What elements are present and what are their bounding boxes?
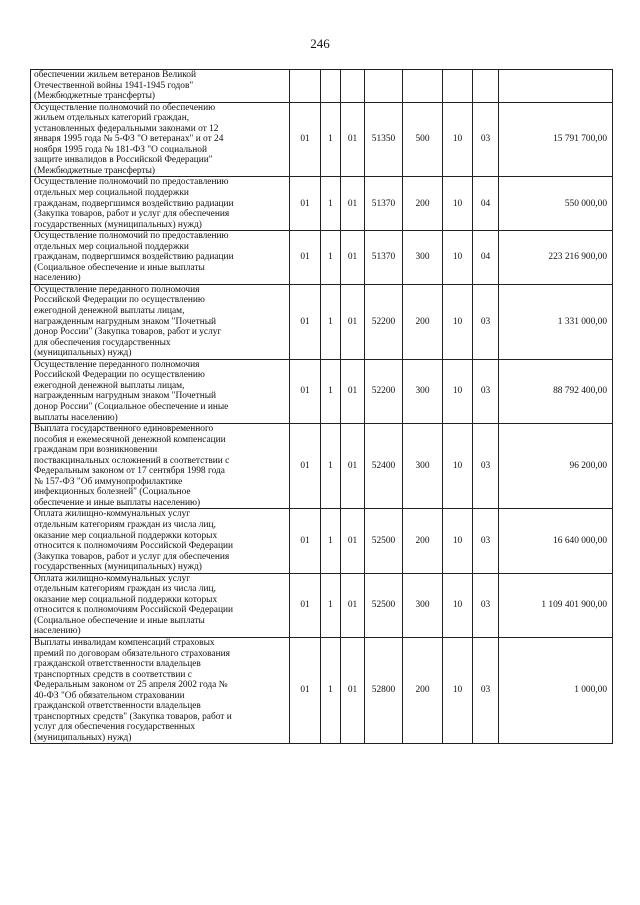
description-line: транспортных средств" (Закупка товаров, работ и [34, 711, 232, 722]
description-line: обеспечение и иные выплаты населению) [34, 497, 201, 508]
row-description [31, 231, 290, 285]
program-code: 01 [290, 509, 321, 573]
description-line: выплаты населению) [34, 412, 118, 423]
program-code [290, 70, 321, 103]
section-code: 10 [443, 359, 473, 423]
expense-type-code: 200 [403, 284, 443, 359]
subprogram-code: 1 [321, 231, 341, 285]
description-line: относится к полномочиям Российской Федерации [34, 605, 234, 616]
table-row [31, 637, 613, 743]
subprogram-code: 1 [321, 359, 341, 423]
subsection-code: 03 [473, 359, 499, 423]
description-line: (Межбюджетные трансферты) [34, 165, 156, 176]
table-row [31, 177, 613, 231]
description-line: (Межбюджетные трансферты) [34, 91, 156, 102]
amount: 15 791 700,00 [499, 102, 613, 177]
description-line: Осуществление переданного полномочия [34, 284, 200, 295]
description-line: Осуществление полномочий по обеспечению [34, 102, 216, 113]
table-body [31, 70, 613, 744]
description-line: Осуществление полномочий по предоставлению [34, 231, 229, 242]
subprogram-code: 1 [321, 424, 341, 509]
direction-code: 52200 [365, 284, 403, 359]
description-line: гражданам при возникновении [34, 445, 158, 456]
description-line: (Закупка товаров, работ и услуг для обеспечения [34, 551, 230, 562]
description-line: гражданам, подвергшимся воздействию радиации [34, 252, 234, 263]
description-line: 40-ФЗ "Об обязательном страховании [34, 690, 185, 701]
description-line: премий по договорам обязательного страхования [34, 648, 230, 659]
row-description [31, 359, 290, 423]
section-code [443, 70, 473, 103]
subprogram-code: 1 [321, 637, 341, 743]
section-code: 10 [443, 177, 473, 231]
subprogram-code [321, 70, 341, 103]
subsection-code: 03 [473, 102, 499, 177]
amount: 16 640 000,00 [499, 509, 613, 573]
description-line: обеспечении жильем ветеранов Великой [34, 70, 196, 80]
row-description [31, 177, 290, 231]
row-description [31, 637, 290, 743]
main-activity-code [341, 70, 365, 103]
expense-type-code: 300 [403, 424, 443, 509]
description-line: ежегодной денежной выплаты лицам, [34, 380, 185, 391]
section-code: 10 [443, 637, 473, 743]
amount: 96 200,00 [499, 424, 613, 509]
description-line: гражданской ответственности владельцев [34, 659, 201, 670]
program-code: 01 [290, 573, 321, 637]
section-code: 10 [443, 509, 473, 573]
section-code: 10 [443, 284, 473, 359]
description-line: Российской Федерации по осуществлению [34, 295, 205, 306]
direction-code: 51370 [365, 177, 403, 231]
description-line: жильем отдельных категорий граждан, [34, 113, 190, 124]
subsection-code: 04 [473, 177, 499, 231]
description-line: Оплата жилищно-коммунальных услуг [34, 573, 191, 584]
description-line: Отечественной войны 1941-1945 годов" [34, 80, 194, 91]
expense-type-code: 300 [403, 573, 443, 637]
program-code: 01 [290, 424, 321, 509]
description-line: донор России" (Закупка товаров, работ и услуг [34, 327, 222, 338]
expense-type-code: 500 [403, 102, 443, 177]
program-code: 01 [290, 637, 321, 743]
description-line: поствакцинальных осложнений в соответствии с [34, 455, 230, 466]
main-activity-code: 01 [341, 102, 365, 177]
subprogram-code: 1 [321, 509, 341, 573]
budget-table [30, 69, 613, 744]
expense-type-code [403, 70, 443, 103]
main-activity-code: 01 [341, 177, 365, 231]
row-description [31, 573, 290, 637]
description-line: отдельным категориям граждан из числа лиц, [34, 519, 216, 530]
table-row [31, 284, 613, 359]
row-description [31, 284, 290, 359]
subsection-code: 04 [473, 231, 499, 285]
direction-code: 51350 [365, 102, 403, 177]
description-line: отдельных мер социальной поддержки [34, 241, 189, 252]
table-row [31, 231, 613, 285]
program-code: 01 [290, 284, 321, 359]
expense-type-code: 300 [403, 231, 443, 285]
description-line: Выплата государственного единовременного [34, 424, 214, 435]
direction-code: 52400 [365, 424, 403, 509]
description-line: отдельным категориям граждан из числа лиц, [34, 584, 216, 595]
subsection-code: 03 [473, 637, 499, 743]
description-line: ежегодной денежной выплаты лицам, [34, 306, 185, 317]
subsection-code: 03 [473, 284, 499, 359]
program-code: 01 [290, 102, 321, 177]
description-line: (Закупка товаров, работ и услуг для обеспечения [34, 209, 230, 220]
description-line: Осуществление переданного полномочия [34, 359, 200, 370]
subprogram-code: 1 [321, 284, 341, 359]
direction-code: 52500 [365, 573, 403, 637]
amount: 550 000,00 [499, 177, 613, 231]
description-line: инфекционных болезней" (Социальное [34, 487, 191, 498]
description-line: Федеральным законом от 25 апреля 2002 года № [34, 680, 228, 691]
main-activity-code: 01 [341, 424, 365, 509]
row-description [31, 102, 290, 177]
description-line: защите инвалидов в Российской Федерации" [34, 155, 213, 166]
description-line: Российской Федерации по осуществлению [34, 370, 205, 381]
row-description [31, 70, 290, 103]
description-line: относится к полномочиям Российской Федерации [34, 541, 234, 552]
main-activity-code: 01 [341, 284, 365, 359]
description-line: (Социальное обеспечение и иные выплаты [34, 262, 205, 273]
description-line: услуг для обеспечения государственных [34, 722, 196, 733]
description-line: государственных (муниципальных) нужд) [34, 219, 202, 230]
amount [499, 70, 613, 103]
table-row [31, 509, 613, 573]
amount: 223 216 900,00 [499, 231, 613, 285]
main-activity-code: 01 [341, 573, 365, 637]
program-code: 01 [290, 177, 321, 231]
section-code: 10 [443, 424, 473, 509]
description-line: (муниципальных) нужд) [34, 348, 132, 359]
description-line: Выплаты инвалидам компенсаций страховых [34, 637, 215, 648]
program-code: 01 [290, 231, 321, 285]
main-activity-code: 01 [341, 509, 365, 573]
amount: 1 331 000,00 [499, 284, 613, 359]
description-line: (муниципальных) нужд) [34, 732, 132, 743]
expense-type-code: 200 [403, 509, 443, 573]
row-description [31, 509, 290, 573]
subsection-code: 03 [473, 573, 499, 637]
description-line: гражданам, подвергшимся воздействию радиации [34, 198, 234, 209]
section-code: 10 [443, 231, 473, 285]
description-line: № 157-ФЗ "Об иммунопрофилактике [34, 476, 183, 487]
expense-type-code: 200 [403, 637, 443, 743]
description-line: донор России" (Социальное обеспечение и иные [34, 401, 229, 412]
direction-code: 52500 [365, 509, 403, 573]
description-line: награжденным нагрудным знаком "Почетный [34, 316, 217, 327]
description-line: (Социальное обеспечение и иные выплаты [34, 615, 205, 626]
description-line: гражданской ответственности владельцев [34, 701, 201, 712]
main-activity-code: 01 [341, 231, 365, 285]
table-row [31, 102, 613, 177]
page-number: 246 [310, 36, 330, 51]
description-line: оказание мер социальной поддержки которых [34, 530, 218, 541]
description-line: государственных (муниципальных) нужд) [34, 562, 202, 573]
main-activity-code: 01 [341, 637, 365, 743]
subprogram-code: 1 [321, 177, 341, 231]
table-row [31, 359, 613, 423]
program-code: 01 [290, 359, 321, 423]
description-line: Осуществление полномочий по предоставлению [34, 177, 229, 188]
table-row [31, 70, 613, 103]
amount: 1 109 401 900,00 [499, 573, 613, 637]
row-description [31, 424, 290, 509]
description-line: для обеспечения государственных [34, 337, 171, 348]
subsection-code [473, 70, 499, 103]
subprogram-code: 1 [321, 102, 341, 177]
expense-type-code: 300 [403, 359, 443, 423]
description-line: установленных федеральными законами от 12 [34, 123, 219, 134]
description-line: ноября 1995 года № 181-ФЗ "О социальной [34, 144, 208, 155]
description-line: оказание мер социальной поддержки которых [34, 594, 218, 605]
subsection-code: 03 [473, 424, 499, 509]
table-row [31, 573, 613, 637]
direction-code [365, 70, 403, 103]
amount: 1 000,00 [499, 637, 613, 743]
direction-code: 51370 [365, 231, 403, 285]
description-line: пособия и ежемесячной денежной компенсации [34, 434, 226, 445]
table-row [31, 424, 613, 509]
description-line: Оплата жилищно-коммунальных услуг [34, 509, 191, 520]
direction-code: 52200 [365, 359, 403, 423]
description-line: отдельных мер социальной поддержки [34, 188, 189, 199]
expense-type-code: 200 [403, 177, 443, 231]
direction-code: 52800 [365, 637, 403, 743]
section-code: 10 [443, 102, 473, 177]
subprogram-code: 1 [321, 573, 341, 637]
amount: 88 792 400,00 [499, 359, 613, 423]
main-activity-code: 01 [341, 359, 365, 423]
description-line: января 1995 года № 5-ФЗ "О ветеранах" и от 24 [34, 134, 224, 145]
description-line: награжденным нагрудным знаком "Почетный [34, 391, 217, 402]
description-line: транспортных средств в соответствии с [34, 669, 192, 680]
description-line: населению) [34, 626, 81, 637]
subsection-code: 03 [473, 509, 499, 573]
description-line: Федеральным законом от 17 сентября 1998 года [34, 466, 225, 477]
section-code: 10 [443, 573, 473, 637]
description-line: населению) [34, 273, 81, 284]
